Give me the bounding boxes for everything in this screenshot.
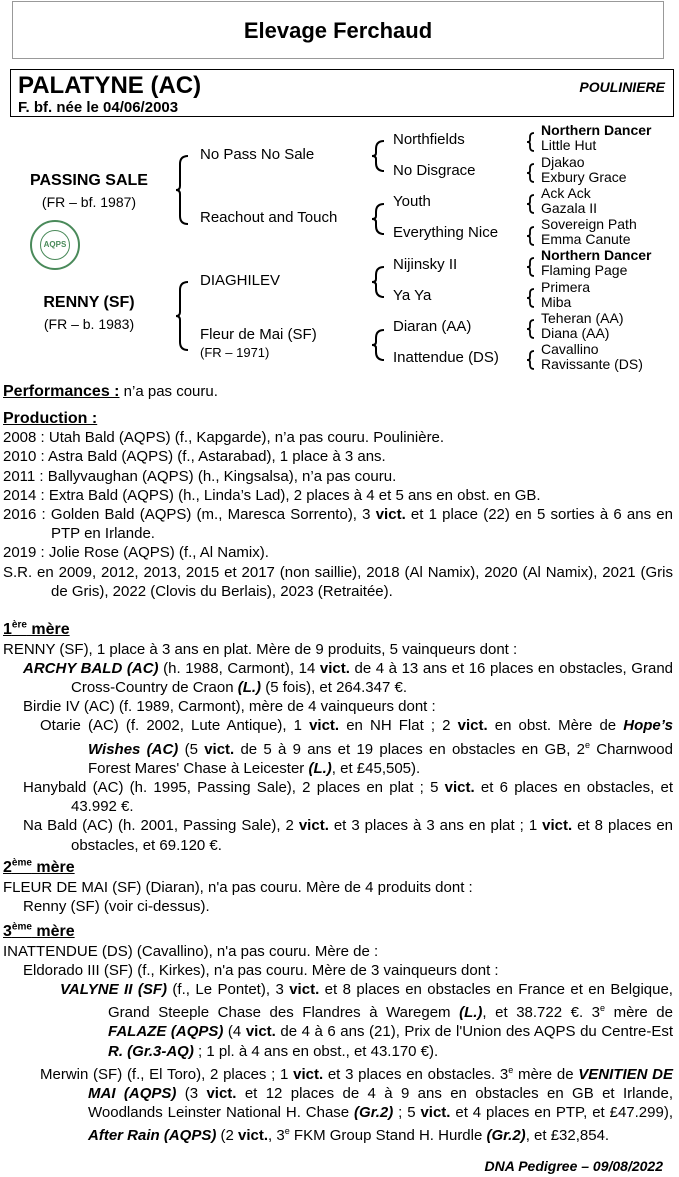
first-dam-section: 1ère mère RENNY (SF), 1 place à 3 ans en plat. Mère de 9 produits, 5 vainqueurs dont : ARCHY BALD (AC) (h. 1988, Carmont), 14 vict. de 4 à 13 ans et 16 places en obstacles, Grand Cross-Country de Craon (L.) (5 fois), et 264.347 €. Birdie IV (AC) (f. 1989, Carmont), mère de 4 vainqueurs dont : Otarie (AC) (f. 2002, Lute Antique), 1 vict. en NH Flat ; 2 vict. en obst. Mère de Hope’s Wishes (AC) (5 vict. de 5 à 9 ans et 19 places en obstacles en GB, 2e Charnwood Forest Mares' Chase à Leicester (L.), et £45,505). Hanybald (AC) (h. 1995, Passing Sale), 2 places en plat ; 5 vict. et 6 places en obstacles, et 43.992 €. Na Bald (AC) (h. 2001, Passing Sale), 2 vict. et 3 places à 3 ans en plat ; 1 vict. et 8 places en obstacles, et 69.120 €. (3, 620, 674, 854)
first-dam-heading: 1ère mère (3, 620, 70, 639)
second-dam-heading: 2ème mère (3, 858, 75, 877)
sire-name: PASSING SALE (30, 172, 148, 189)
production-line: 2010 : Astra Bald (AQPS) (f., Astarabad), 1 place à 3 ans. (3, 448, 386, 466)
g2-ancestor: Fleur de Mai (SF) (200, 326, 317, 343)
production-line: 2014 : Extra Bald (AQPS) (h., Linda’s Lad), 2 places à 4 et 5 ans en obst. en GB. (3, 486, 541, 504)
g3-ancestor: Northfields (393, 131, 465, 148)
performances: Performances : n’a pas couru. (3, 383, 218, 400)
production-section (3, 409, 673, 601)
g4-ancestor: Sovereign Path Emma Canute (541, 216, 637, 247)
production-line: 2011 : Ballyvaughan (AQPS) (h., Kingsalsa), n’a pas couru. (3, 467, 397, 485)
g3-ancestor: Youth (393, 193, 431, 210)
g4-ancestor: Northern Dancer Little Hut (541, 122, 652, 153)
g4-ancestor: Cavallino Ravissante (DS) (541, 341, 643, 372)
g4-ancestor: Djakao Exbury Grace (541, 154, 627, 185)
third-dam-section: 3ème mère INATTENDUE (DS) (Cavallino), n'a pas couru. Mère de : Eldorado III (SF) (f., Kirkes), n'a pas couru. Mère de 3 vainqueurs dont : VALYNE II (SF) (f., Le Pontet), 3 vict. et 8 places en obstacles en France et en Belgique, Grand Steeple Chase des Flandres à Waregem (L.), et 38.722 €. 3e mère de FALAZE (AQPS) (4 vict. de 4 à 6 ans (21), Prix de l'Union des AQPS du Centre-Est R. (Gr.3-AQ) ; 1 pl. à 4 ans en obst., et 43.170 €). Merwin (SF) (f., El Toro), 2 places ; 1 vict. et 3 places en obstacles. 3e mère de VENITIEN DE MAI (AQPS) (3 vict. et 12 places de 4 à 9 ans en obstacles en GB et Irlande, Woodlands Leinster National H. Chase (Gr.2) ; 5 vict. et 4 places en PTP, et £47.299), After Rain (AQPS) (2 vict., 3e FKM Group Stand H. Hurdle (Gr.2), et £32,854. (3, 922, 674, 1145)
third-dam-heading: 3ème mère (3, 922, 75, 941)
g2-ancestor-detail: (FR – 1971) (200, 345, 270, 360)
g3-ancestor: Diaran (AA) (393, 318, 472, 335)
production-heading: Production : (3, 410, 98, 427)
second-dam-section: 2ème mère FLEUR DE MAI (SF) (Diaran), n'a pas couru. Mère de 4 produits dont : Renny (SF) (voir ci-dessus). (3, 858, 473, 915)
g2-ancestor: No Pass No Sale (200, 146, 315, 163)
production-line: 2016 : Golden Bald (AQPS) (m., Maresca Sorrento), 3 vict. et 1 place (22) en 5 sorties à 6 ans en PTP en Irlande. (3, 506, 673, 543)
g2-ancestor: Reachout and Touch (200, 209, 338, 226)
production-line: 2008 : Utah Bald (AQPS) (f., Kapgarde), n’a pas couru. Poulinière. (3, 429, 445, 447)
breeder-title: Elevage Ferchaud (243, 18, 433, 43)
g4-ancestor: Northern Dancer Flaming Page (541, 247, 652, 278)
g3-ancestor: Everything Nice (393, 224, 499, 241)
production-line: 2019 : Jolie Rose (AQPS) (f., Al Namix). (3, 544, 269, 562)
horse-name: PALATYNE (AC) (18, 72, 202, 99)
g3-ancestor: Ya Ya (393, 287, 432, 304)
g4-ancestor: Ack Ack Gazala II (541, 185, 598, 216)
g4-ancestor: Primera Miba (541, 279, 591, 310)
horse-category: POULINIERE (579, 79, 665, 95)
horse-subtitle: F. bf. née le 04/06/2003 (18, 99, 179, 116)
g3-ancestor: Nijinsky II (393, 256, 458, 273)
g3-ancestor: No Disgrace (393, 162, 476, 179)
dam-detail: (FR – b. 1983) (43, 316, 135, 332)
production-line: S.R. en 2009, 2012, 2013, 2015 et 2017 (non saillie), 2018 (Al Namix), 2020 (Al Namix), 2021 (Gris de Gris), 2022 (Clovis du Berlais), 2023 (Retraitée). (3, 563, 673, 600)
dam-name: RENNY (SF) (43, 294, 135, 311)
footer-credit: DNA Pedigree – 09/08/2022 (484, 1158, 663, 1174)
g3-ancestor: Inattendue (DS) (393, 349, 499, 366)
aqps-logo: AQPS (30, 220, 80, 270)
g4-ancestor: Teheran (AA) Diana (AA) (541, 310, 624, 341)
sire-detail: (FR – bf. 1987) (41, 194, 137, 210)
g2-ancestor: DIAGHILEV (200, 272, 281, 289)
